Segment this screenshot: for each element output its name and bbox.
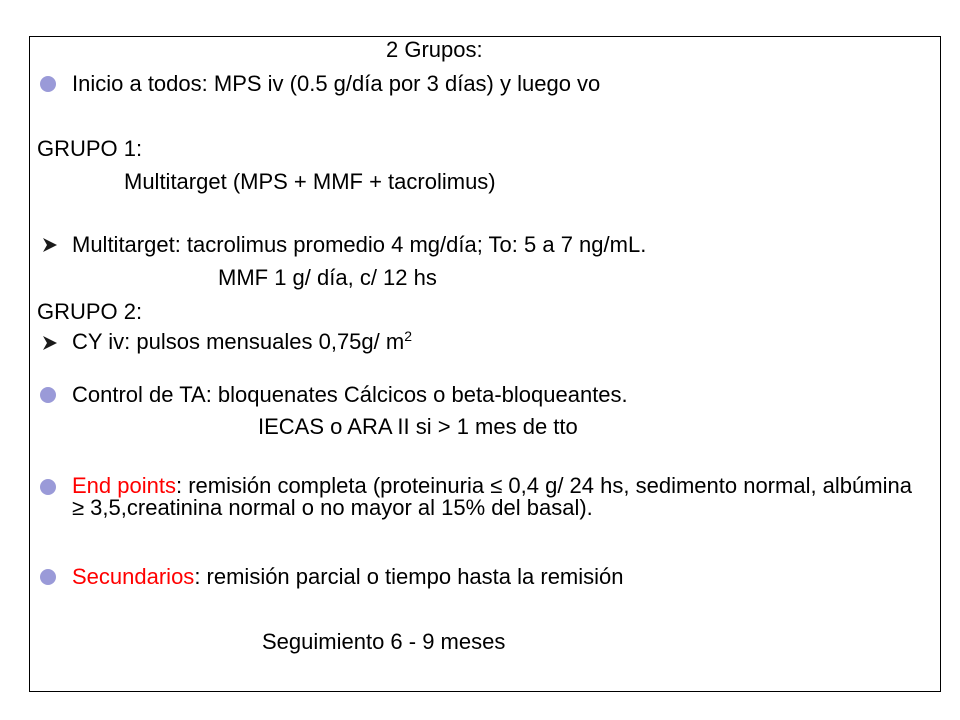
induction-text: Inicio a todos: MPS iv (0.5 g/día por 3 días) y luego vo [72,71,601,96]
group2-cy-superscript: 2 [404,328,412,344]
slide-title: 2 Grupos: [386,37,483,62]
end-points-body: : remisión completa (proteinuria ≤ 0,4 g/ 24 hs, sedimento normal, albúmina ≥ 3,5,creatinina normal o no mayor al 15% del basal). [72,473,912,520]
end-points-text [72,475,922,519]
group1-label: GRUPO 1: [37,136,143,161]
bp-control-line1: Control de TA: bloquenates Cálcicos o beta-bloqueantes. [72,382,628,407]
group2-label: GRUPO 2: [37,299,143,324]
group2-cy-text: CY iv: pulsos mensuales 0,75g/ m [72,329,405,354]
secondary-text [72,565,624,589]
slide-frame [29,36,941,692]
circle-bullet-icon [40,76,56,92]
group1-mmf: MMF 1 g/ día, c/ 12 hs [218,265,437,290]
circle-bullet-icon [40,569,56,585]
group1-regimen: Multitarget (MPS + MMF + tacrolimus) [124,169,496,194]
circle-bullet-icon [40,387,56,403]
follow-up-text: Seguimiento 6 - 9 meses [262,629,506,654]
secondary-label: Secundarios [72,564,195,589]
arrowhead-bullet-icon [42,237,58,253]
arrowhead-bullet-icon [42,335,58,351]
secondary-body: : remisión parcial o tiempo hasta la remisión [194,564,624,589]
circle-bullet-icon [40,479,56,495]
bp-control-line2: IECAS o ARA II si > 1 mes de tto [258,414,578,439]
end-points-label: End points [72,473,176,498]
group2-cy [72,330,412,354]
group1-detail: Multitarget: tacrolimus promedio 4 mg/día; To: 5 a 7 ng/mL. [72,232,647,257]
